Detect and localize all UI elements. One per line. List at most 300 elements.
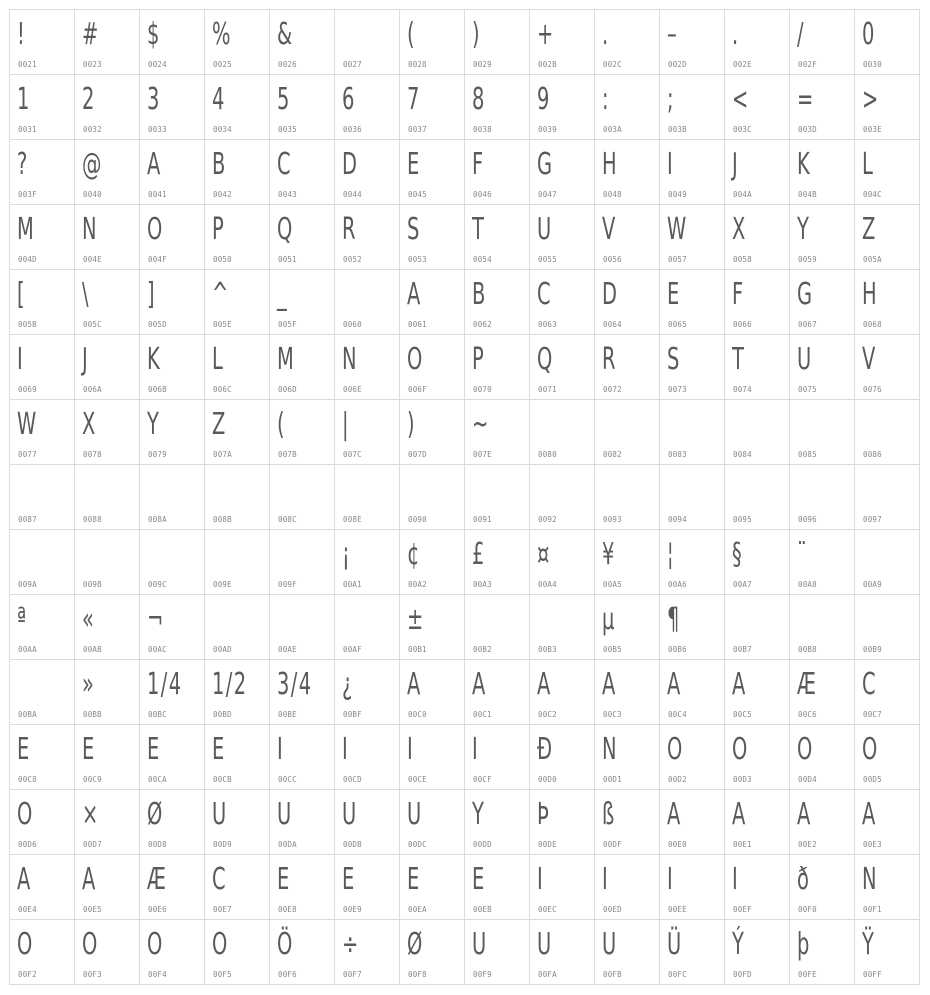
glyph-cell[interactable] — [855, 205, 920, 270]
glyph-cell[interactable] — [75, 660, 140, 725]
glyph-cell[interactable] — [270, 205, 335, 270]
glyph-cell[interactable] — [465, 10, 530, 75]
glyph-preview: R — [342, 212, 357, 247]
glyph-preview: 4 — [212, 82, 226, 117]
glyph-cell[interactable] — [465, 725, 530, 790]
glyph-preview: 1 — [17, 82, 31, 117]
glyph-preview: C — [862, 667, 878, 702]
glyph-cell[interactable] — [205, 205, 270, 270]
glyph-preview: X — [82, 407, 97, 442]
glyph-preview: I — [537, 862, 545, 897]
glyph-cell[interactable] — [855, 75, 920, 140]
glyph-cell[interactable] — [270, 790, 335, 855]
glyph-cell[interactable] — [595, 660, 660, 725]
glyph-cell[interactable] — [400, 10, 465, 75]
glyph-cell[interactable] — [140, 855, 205, 920]
glyph-cell[interactable] — [595, 725, 660, 790]
glyph-cell[interactable] — [660, 335, 725, 400]
glyph-cell[interactable] — [725, 725, 790, 790]
glyph-codepoint-label: 00D2 — [668, 775, 687, 784]
glyph-codepoint-label: 006B — [148, 385, 167, 394]
glyph-codepoint-label: 0027 — [343, 60, 362, 69]
glyph-codepoint-label: 0068 — [863, 320, 882, 329]
glyph-cell[interactable] — [140, 400, 205, 465]
glyph-cell[interactable] — [595, 790, 660, 855]
glyph-cell[interactable] — [465, 465, 530, 530]
glyph-preview: Y — [147, 407, 161, 442]
glyph-cell[interactable] — [10, 140, 75, 205]
glyph-codepoint-label: 00FE — [798, 970, 817, 979]
glyph-preview: W — [667, 212, 688, 247]
glyph-cell[interactable] — [140, 140, 205, 205]
glyph-cell[interactable] — [595, 855, 660, 920]
glyph-cell[interactable] — [140, 75, 205, 140]
glyph-cell[interactable] — [10, 270, 75, 335]
glyph-codepoint-label: 00F7 — [343, 970, 362, 979]
glyph-cell[interactable] — [335, 530, 400, 595]
glyph-cell[interactable] — [595, 920, 660, 985]
glyph-preview: I — [17, 342, 25, 377]
glyph-cell[interactable] — [530, 400, 595, 465]
glyph-preview: O — [797, 732, 814, 767]
glyph-cell[interactable] — [530, 725, 595, 790]
glyph-cell[interactable] — [660, 400, 725, 465]
glyph-preview: Z — [212, 407, 227, 442]
glyph-cell[interactable] — [75, 400, 140, 465]
glyph-cell[interactable] — [465, 270, 530, 335]
glyph-codepoint-label: 00C6 — [798, 710, 817, 719]
glyph-cell[interactable] — [660, 660, 725, 725]
glyph-cell[interactable] — [400, 595, 465, 660]
glyph-cell[interactable] — [660, 790, 725, 855]
glyph-cell[interactable] — [75, 725, 140, 790]
glyph-cell[interactable] — [270, 335, 335, 400]
glyph-cell[interactable] — [10, 465, 75, 530]
glyph-cell[interactable] — [530, 595, 595, 660]
glyph-codepoint-label: 0070 — [473, 385, 492, 394]
glyph-cell[interactable] — [270, 725, 335, 790]
glyph-cell[interactable] — [140, 270, 205, 335]
glyph-cell[interactable] — [140, 335, 205, 400]
glyph-cell[interactable] — [400, 660, 465, 725]
glyph-preview: U — [602, 927, 618, 962]
glyph-preview: . — [602, 17, 610, 52]
glyph-cell[interactable] — [465, 660, 530, 725]
glyph-codepoint-label: 00B2 — [473, 645, 492, 654]
glyph-cell[interactable] — [790, 465, 855, 530]
glyph-cell[interactable] — [205, 10, 270, 75]
glyph-cell[interactable] — [205, 725, 270, 790]
glyph-preview: Đ — [537, 732, 554, 767]
glyph-cell[interactable] — [790, 400, 855, 465]
glyph-cell[interactable] — [270, 660, 335, 725]
glyph-cell[interactable] — [75, 75, 140, 140]
glyph-cell[interactable] — [530, 335, 595, 400]
glyph-cell[interactable] — [725, 10, 790, 75]
glyph-cell[interactable] — [595, 205, 660, 270]
glyph-cell[interactable] — [140, 920, 205, 985]
glyph-cell[interactable] — [335, 335, 400, 400]
glyph-cell[interactable] — [465, 530, 530, 595]
glyph-cell[interactable] — [205, 790, 270, 855]
glyph-cell[interactable] — [725, 400, 790, 465]
glyph-cell[interactable] — [465, 335, 530, 400]
glyph-cell[interactable] — [855, 855, 920, 920]
glyph-cell[interactable] — [465, 205, 530, 270]
glyph-cell[interactable] — [140, 725, 205, 790]
glyph-cell[interactable] — [790, 920, 855, 985]
glyph-cell[interactable] — [595, 10, 660, 75]
glyph-cell[interactable] — [75, 10, 140, 75]
glyph-preview: E — [407, 147, 421, 182]
glyph-codepoint-label: 00E9 — [343, 905, 362, 914]
glyph-cell[interactable] — [10, 855, 75, 920]
glyph-preview: % — [212, 17, 232, 52]
glyph-codepoint-label: 00D8 — [148, 840, 167, 849]
glyph-cell[interactable] — [855, 530, 920, 595]
glyph-cell[interactable] — [530, 270, 595, 335]
glyph-cell[interactable] — [400, 205, 465, 270]
glyph-cell[interactable] — [465, 140, 530, 205]
glyph-cell[interactable] — [335, 140, 400, 205]
glyph-cell[interactable] — [725, 270, 790, 335]
glyph-cell[interactable] — [660, 270, 725, 335]
glyph-codepoint-label: 0041 — [148, 190, 167, 199]
glyph-cell[interactable] — [725, 595, 790, 660]
glyph-cell[interactable] — [725, 790, 790, 855]
glyph-cell[interactable] — [140, 660, 205, 725]
glyph-cell[interactable] — [855, 400, 920, 465]
glyph-cell[interactable] — [725, 75, 790, 140]
glyph-cell[interactable] — [205, 400, 270, 465]
glyph-preview: Ý — [732, 927, 746, 962]
glyph-cell[interactable] — [595, 595, 660, 660]
glyph-cell[interactable] — [595, 140, 660, 205]
glyph-cell[interactable] — [270, 920, 335, 985]
glyph-codepoint-label: 00DC — [408, 840, 427, 849]
glyph-cell[interactable] — [660, 75, 725, 140]
glyph-cell[interactable] — [855, 790, 920, 855]
glyph-cell[interactable] — [10, 725, 75, 790]
glyph-codepoint-label: 004E — [83, 255, 102, 264]
glyph-cell[interactable] — [205, 660, 270, 725]
glyph-cell[interactable] — [465, 75, 530, 140]
glyph-cell[interactable] — [660, 855, 725, 920]
glyph-codepoint-label: 0090 — [408, 515, 427, 524]
glyph-cell[interactable] — [335, 465, 400, 530]
glyph-cell[interactable] — [660, 725, 725, 790]
glyph-cell[interactable] — [855, 465, 920, 530]
glyph-preview: £ — [472, 537, 486, 572]
glyph-cell[interactable] — [790, 270, 855, 335]
glyph-preview: E — [342, 862, 356, 897]
glyph-cell[interactable] — [10, 400, 75, 465]
glyph-cell[interactable] — [855, 335, 920, 400]
glyph-cell[interactable] — [530, 920, 595, 985]
glyph-cell[interactable] — [790, 335, 855, 400]
glyph-cell[interactable] — [205, 75, 270, 140]
glyph-preview: C — [212, 862, 228, 897]
glyph-cell[interactable] — [140, 10, 205, 75]
glyph-cell[interactable] — [140, 790, 205, 855]
glyph-cell[interactable] — [790, 530, 855, 595]
glyph-cell[interactable] — [75, 790, 140, 855]
glyph-codepoint-label: 0079 — [148, 450, 167, 459]
glyph-cell[interactable] — [660, 595, 725, 660]
glyph-preview: X — [732, 212, 747, 247]
glyph-cell[interactable] — [790, 855, 855, 920]
glyph-cell[interactable] — [335, 270, 400, 335]
glyph-cell[interactable] — [140, 205, 205, 270]
glyph-codepoint-label: 00BB — [83, 710, 102, 719]
glyph-cell[interactable] — [530, 660, 595, 725]
glyph-preview: E — [472, 862, 486, 897]
glyph-codepoint-label: 00DD — [473, 840, 492, 849]
glyph-cell[interactable] — [530, 75, 595, 140]
glyph-cell[interactable] — [725, 660, 790, 725]
glyph-cell[interactable] — [400, 335, 465, 400]
glyph-cell[interactable] — [205, 855, 270, 920]
glyph-codepoint-label: 004C — [863, 190, 882, 199]
glyph-preview: V — [862, 342, 877, 377]
glyph-cell[interactable] — [205, 920, 270, 985]
glyph-preview: O — [667, 732, 684, 767]
glyph-codepoint-label: 00A3 — [473, 580, 492, 589]
glyph-cell[interactable] — [595, 335, 660, 400]
glyph-cell[interactable] — [660, 10, 725, 75]
glyph-cell[interactable] — [660, 140, 725, 205]
glyph-cell[interactable] — [790, 790, 855, 855]
glyph-codepoint-label: 00FD — [733, 970, 752, 979]
glyph-cell[interactable] — [205, 465, 270, 530]
glyph-cell[interactable] — [790, 660, 855, 725]
glyph-preview: A — [732, 797, 747, 832]
glyph-cell[interactable] — [205, 530, 270, 595]
glyph-cell[interactable] — [855, 140, 920, 205]
glyph-cell[interactable] — [10, 595, 75, 660]
glyph-cell[interactable] — [75, 205, 140, 270]
glyph-cell[interactable] — [400, 530, 465, 595]
glyph-cell[interactable] — [270, 270, 335, 335]
glyph-cell[interactable] — [270, 75, 335, 140]
glyph-cell[interactable] — [660, 465, 725, 530]
glyph-codepoint-label: 0074 — [733, 385, 752, 394]
glyph-codepoint-label: 008B — [213, 515, 232, 524]
glyph-cell[interactable] — [790, 595, 855, 660]
glyph-codepoint-label: 0084 — [733, 450, 752, 459]
glyph-codepoint-label: 00EF — [733, 905, 752, 914]
glyph-preview: µ — [602, 602, 616, 637]
glyph-preview: Y — [472, 797, 486, 832]
glyph-cell[interactable] — [855, 270, 920, 335]
glyph-cell[interactable] — [75, 855, 140, 920]
glyph-cell[interactable] — [855, 10, 920, 75]
glyph-preview: G — [537, 147, 554, 182]
glyph-cell[interactable] — [725, 920, 790, 985]
glyph-cell[interactable] — [335, 660, 400, 725]
glyph-cell[interactable] — [725, 335, 790, 400]
glyph-cell[interactable] — [270, 400, 335, 465]
glyph-preview: 0 — [862, 17, 876, 52]
glyph-cell[interactable] — [400, 790, 465, 855]
character-map-grid — [9, 9, 920, 985]
glyph-cell[interactable] — [660, 920, 725, 985]
glyph-cell[interactable] — [270, 595, 335, 660]
glyph-cell[interactable] — [205, 140, 270, 205]
glyph-cell[interactable] — [75, 270, 140, 335]
glyph-codepoint-label: 0039 — [538, 125, 557, 134]
glyph-cell[interactable] — [530, 10, 595, 75]
glyph-preview: E — [277, 862, 291, 897]
glyph-cell[interactable] — [465, 790, 530, 855]
glyph-cell[interactable] — [530, 790, 595, 855]
glyph-codepoint-label: 00AC — [148, 645, 167, 654]
glyph-codepoint-label: 0078 — [83, 450, 102, 459]
glyph-cell[interactable] — [400, 465, 465, 530]
glyph-cell[interactable] — [530, 530, 595, 595]
glyph-preview: E — [667, 277, 681, 312]
glyph-cell[interactable] — [335, 10, 400, 75]
glyph-preview: Æ — [797, 667, 818, 702]
glyph-cell[interactable] — [660, 530, 725, 595]
glyph-codepoint-label: 0021 — [18, 60, 37, 69]
glyph-preview: C — [537, 277, 553, 312]
glyph-codepoint-label: 0046 — [473, 190, 492, 199]
glyph-cell[interactable] — [335, 725, 400, 790]
glyph-cell[interactable] — [790, 725, 855, 790]
glyph-codepoint-label: 002B — [538, 60, 557, 69]
glyph-cell[interactable] — [465, 595, 530, 660]
glyph-preview: L — [212, 342, 225, 377]
glyph-cell[interactable] — [335, 920, 400, 985]
glyph-codepoint-label: 00F3 — [83, 970, 102, 979]
glyph-cell[interactable] — [595, 530, 660, 595]
glyph-cell[interactable] — [75, 465, 140, 530]
glyph-cell[interactable] — [75, 530, 140, 595]
glyph-cell[interactable] — [530, 205, 595, 270]
glyph-codepoint-label: 005D — [148, 320, 167, 329]
glyph-preview: = — [797, 82, 815, 117]
glyph-cell[interactable] — [465, 400, 530, 465]
glyph-cell[interactable] — [595, 75, 660, 140]
glyph-preview: I — [602, 862, 610, 897]
glyph-cell[interactable] — [75, 595, 140, 660]
glyph-cell[interactable] — [400, 855, 465, 920]
glyph-codepoint-label: 00BD — [213, 710, 232, 719]
glyph-cell[interactable] — [10, 660, 75, 725]
glyph-cell[interactable] — [10, 205, 75, 270]
glyph-cell[interactable] — [10, 75, 75, 140]
glyph-codepoint-label: 00A5 — [603, 580, 622, 589]
glyph-cell[interactable] — [270, 530, 335, 595]
glyph-cell[interactable] — [10, 530, 75, 595]
glyph-codepoint-label: 00E1 — [733, 840, 752, 849]
glyph-cell[interactable] — [725, 855, 790, 920]
glyph-cell[interactable] — [205, 595, 270, 660]
glyph-cell[interactable] — [530, 140, 595, 205]
glyph-cell[interactable] — [335, 205, 400, 270]
glyph-cell[interactable] — [75, 335, 140, 400]
glyph-cell[interactable] — [595, 270, 660, 335]
glyph-cell[interactable] — [790, 75, 855, 140]
glyph-cell[interactable] — [75, 920, 140, 985]
glyph-cell[interactable] — [205, 335, 270, 400]
glyph-cell[interactable] — [855, 920, 920, 985]
glyph-codepoint-label: 00B3 — [538, 645, 557, 654]
glyph-cell[interactable] — [10, 335, 75, 400]
glyph-preview: ß — [602, 797, 616, 832]
glyph-cell[interactable] — [270, 465, 335, 530]
glyph-preview: Ÿ — [862, 927, 876, 962]
glyph-cell[interactable] — [140, 595, 205, 660]
glyph-cell[interactable] — [530, 465, 595, 530]
glyph-cell[interactable] — [10, 10, 75, 75]
glyph-cell[interactable] — [660, 205, 725, 270]
glyph-cell[interactable] — [10, 790, 75, 855]
glyph-cell[interactable] — [400, 270, 465, 335]
glyph-cell[interactable] — [530, 855, 595, 920]
glyph-cell[interactable] — [790, 205, 855, 270]
glyph-cell[interactable] — [270, 855, 335, 920]
glyph-codepoint-label: 005C — [83, 320, 102, 329]
glyph-cell[interactable] — [725, 140, 790, 205]
glyph-preview: W — [17, 407, 38, 442]
glyph-cell[interactable] — [335, 400, 400, 465]
glyph-codepoint-label: 0085 — [798, 450, 817, 459]
glyph-preview: ~ — [472, 407, 490, 442]
glyph-cell[interactable] — [335, 790, 400, 855]
glyph-cell[interactable] — [855, 725, 920, 790]
glyph-cell[interactable] — [10, 920, 75, 985]
glyph-cell[interactable] — [725, 465, 790, 530]
glyph-cell[interactable] — [400, 75, 465, 140]
glyph-codepoint-label: 0066 — [733, 320, 752, 329]
glyph-cell[interactable] — [205, 270, 270, 335]
glyph-cell[interactable] — [400, 140, 465, 205]
glyph-cell[interactable] — [400, 920, 465, 985]
glyph-cell[interactable] — [270, 140, 335, 205]
glyph-codepoint-label: 0051 — [278, 255, 297, 264]
glyph-preview: þ — [797, 927, 811, 962]
glyph-cell[interactable] — [595, 400, 660, 465]
glyph-cell[interactable] — [270, 10, 335, 75]
glyph-codepoint-label: 0033 — [148, 125, 167, 134]
glyph-cell[interactable] — [140, 465, 205, 530]
glyph-cell[interactable] — [855, 660, 920, 725]
glyph-cell[interactable] — [725, 205, 790, 270]
glyph-cell[interactable] — [335, 855, 400, 920]
glyph-preview: ¦ — [667, 537, 675, 572]
glyph-codepoint-label: 00DB — [343, 840, 362, 849]
glyph-cell[interactable] — [595, 465, 660, 530]
glyph-cell[interactable] — [335, 595, 400, 660]
glyph-cell[interactable] — [465, 920, 530, 985]
glyph-cell[interactable] — [790, 140, 855, 205]
glyph-cell[interactable] — [855, 595, 920, 660]
glyph-codepoint-label: 0037 — [408, 125, 427, 134]
glyph-cell[interactable] — [725, 530, 790, 595]
glyph-preview: # — [82, 17, 100, 52]
glyph-cell[interactable] — [465, 855, 530, 920]
glyph-cell[interactable] — [75, 140, 140, 205]
glyph-cell[interactable] — [400, 400, 465, 465]
glyph-cell[interactable] — [400, 725, 465, 790]
glyph-cell[interactable] — [335, 75, 400, 140]
glyph-cell[interactable] — [790, 10, 855, 75]
glyph-codepoint-label: 00DA — [278, 840, 297, 849]
glyph-cell[interactable] — [140, 530, 205, 595]
glyph-codepoint-label: 008C — [278, 515, 297, 524]
